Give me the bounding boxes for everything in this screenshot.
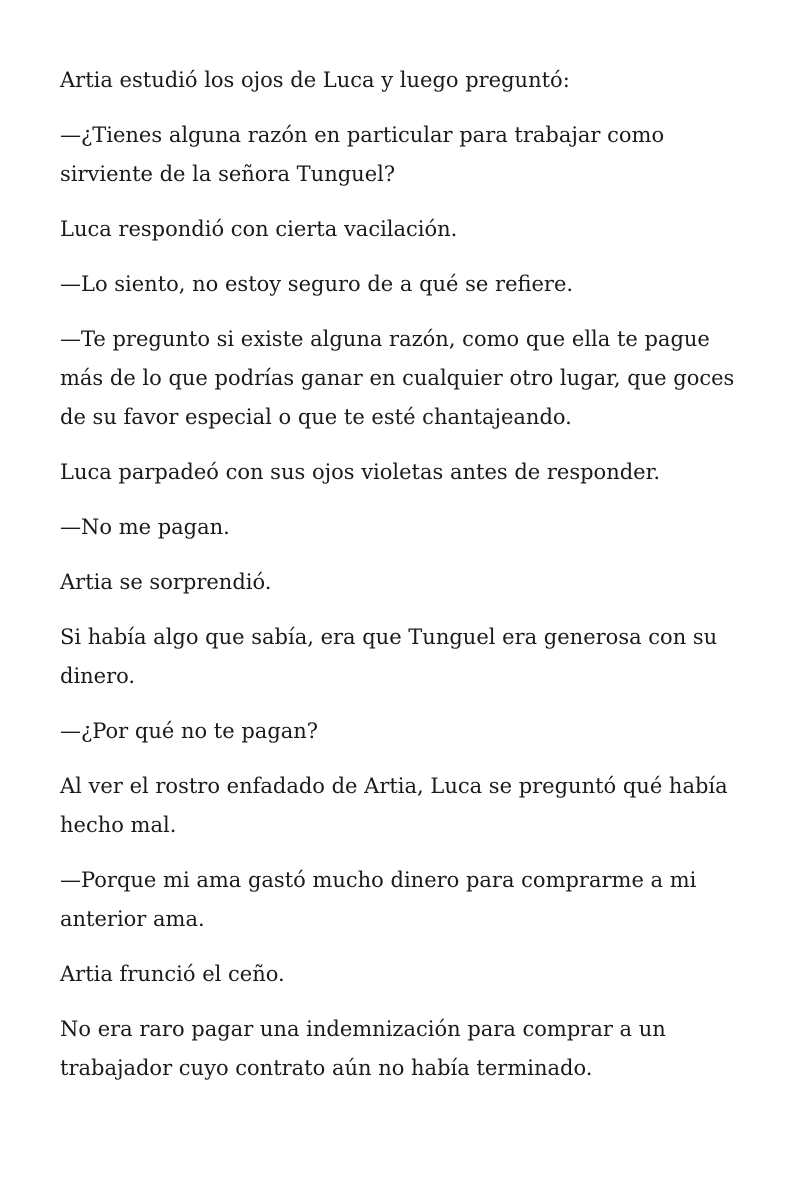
paragraph: Si había algo que sabía, era que Tunguel era generosa con su dinero. [60, 625, 718, 688]
paragraph: Artia se sorprendió. [60, 570, 272, 594]
paragraph: —Te pregunto si existe alguna razón, como que ella te pague más de lo que podrías ganar en cualquier otro lugar, que goces de su favor especial o que te esté chantajeando. [60, 327, 735, 429]
paragraph: —Lo siento, no estoy seguro de a qué se refiere. [60, 272, 574, 296]
paragraph: —Porque mi ama gastó mucho dinero para comprarme a mi anterior ama. [60, 868, 697, 931]
document-page [60, 61, 750, 1104]
paragraph: Artia estudió los ojos de Luca y luego preguntó: [60, 68, 570, 92]
paragraph: Artia frunció el ceño. [60, 962, 285, 986]
paragraph: Luca respondió con cierta vacilación. [60, 217, 458, 241]
paragraph: No era raro pagar una indemnización para comprar a un trabajador cuyo contrato aún no había terminado. [60, 1017, 666, 1080]
paragraph: Al ver el rostro enfadado de Artia, Luca se preguntó qué había hecho mal. [60, 774, 728, 837]
paragraph: —¿Por qué no te pagan? [60, 719, 319, 743]
paragraph: Luca parpadeó con sus ojos violetas antes de responder. [60, 460, 661, 484]
paragraph: —¿Tienes alguna razón en particular para trabajar como sirviente de la señora Tunguel? [60, 123, 665, 186]
paragraph: —No me pagan. [60, 515, 230, 539]
